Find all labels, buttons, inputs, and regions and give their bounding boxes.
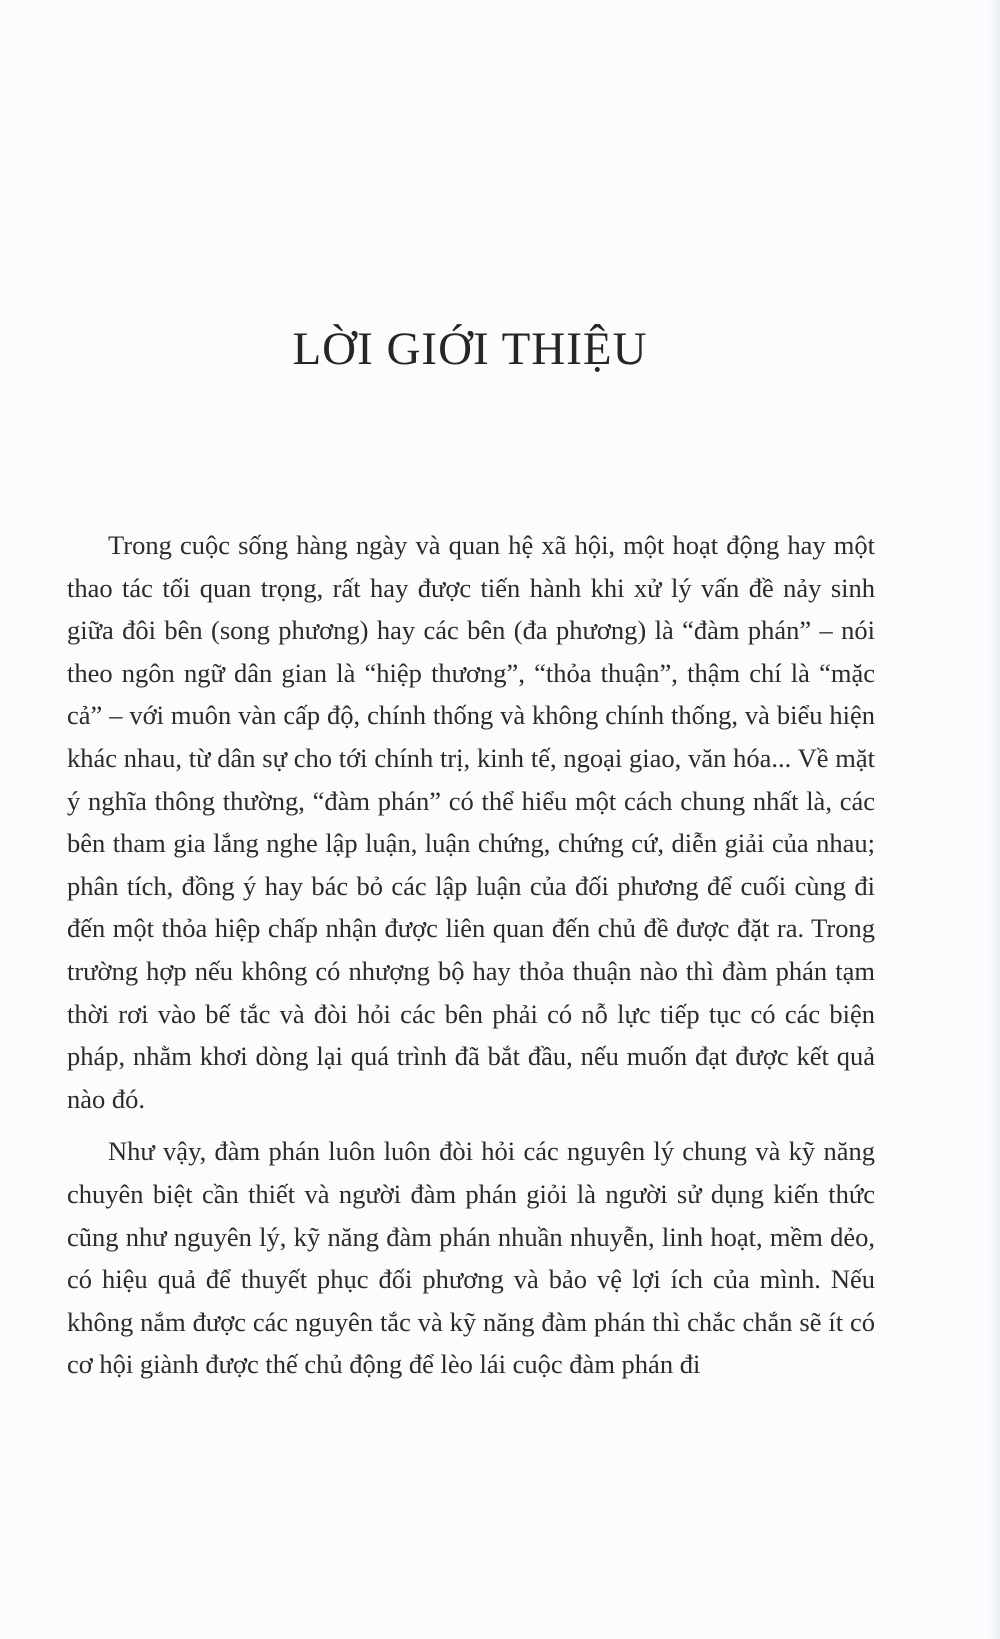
body-text	[67, 524, 875, 1386]
paragraph-2: Như vậy, đàm phán luôn luôn đòi hỏi các nguyên lý chung và kỹ năng chuyên biệt cần thiết và người đàm phán giỏi là người sử dụng kiến thức cũng như nguyên lý, kỹ năng đàm phán nhuần nhuyễn, linh hoạt, mềm dẻo, có hiệu quả để thuyết phục đối phương và bảo vệ lợi ích của mình. Nếu không nắm được các nguyên tắc và kỹ năng đàm phán thì chắc chắn sẽ ít có cơ hội giành được thế chủ động để lèo lái cuộc đàm phán đi	[67, 1136, 875, 1380]
chapter-title: LỜI GIỚI THIỆU	[292, 323, 648, 375]
page-edge-shadow	[988, 0, 1000, 1639]
paragraph-1: Trong cuộc sống hàng ngày và quan hệ xã hội, một hoạt động hay một thao tác tối quan trọng, rất hay được tiến hành khi xử lý vấn đề nảy sinh giữa đôi bên (song phương) hay các bên (đa phương) là “đàm phán” – nói theo ngôn ngữ dân gian là “hiệp thương”, “thỏa thuận”, thậm chí là “mặc cả” – với muôn vàn cấp độ, chính thống và không chính thống, và biểu hiện khác nhau, từ dân sự cho tới chính trị, kinh tế, ngoại giao, văn hóa... Về mặt ý nghĩa thông thường, “đàm phán” có thể hiểu một cách chung nhất là, các bên tham gia lắng nghe lập luận, luận chứng, chứng cứ, diễn giải của nhau; phân tích, đồng ý hay bác bỏ các lập luận của đối phương để cuối cùng đi đến một thỏa hiệp chấp nhận được liên quan đến chủ đề được đặt ra. Trong trường hợp nếu không có nhượng bộ hay thỏa thuận nào thì đàm phán tạm thời rơi vào bế tắc và đòi hỏi các bên phải có nỗ lực tiếp tục có các biện pháp, nhằm khơi dòng lại quá trình đã bắt đầu, nếu muốn đạt được kết quả nào đó.	[67, 530, 875, 1114]
